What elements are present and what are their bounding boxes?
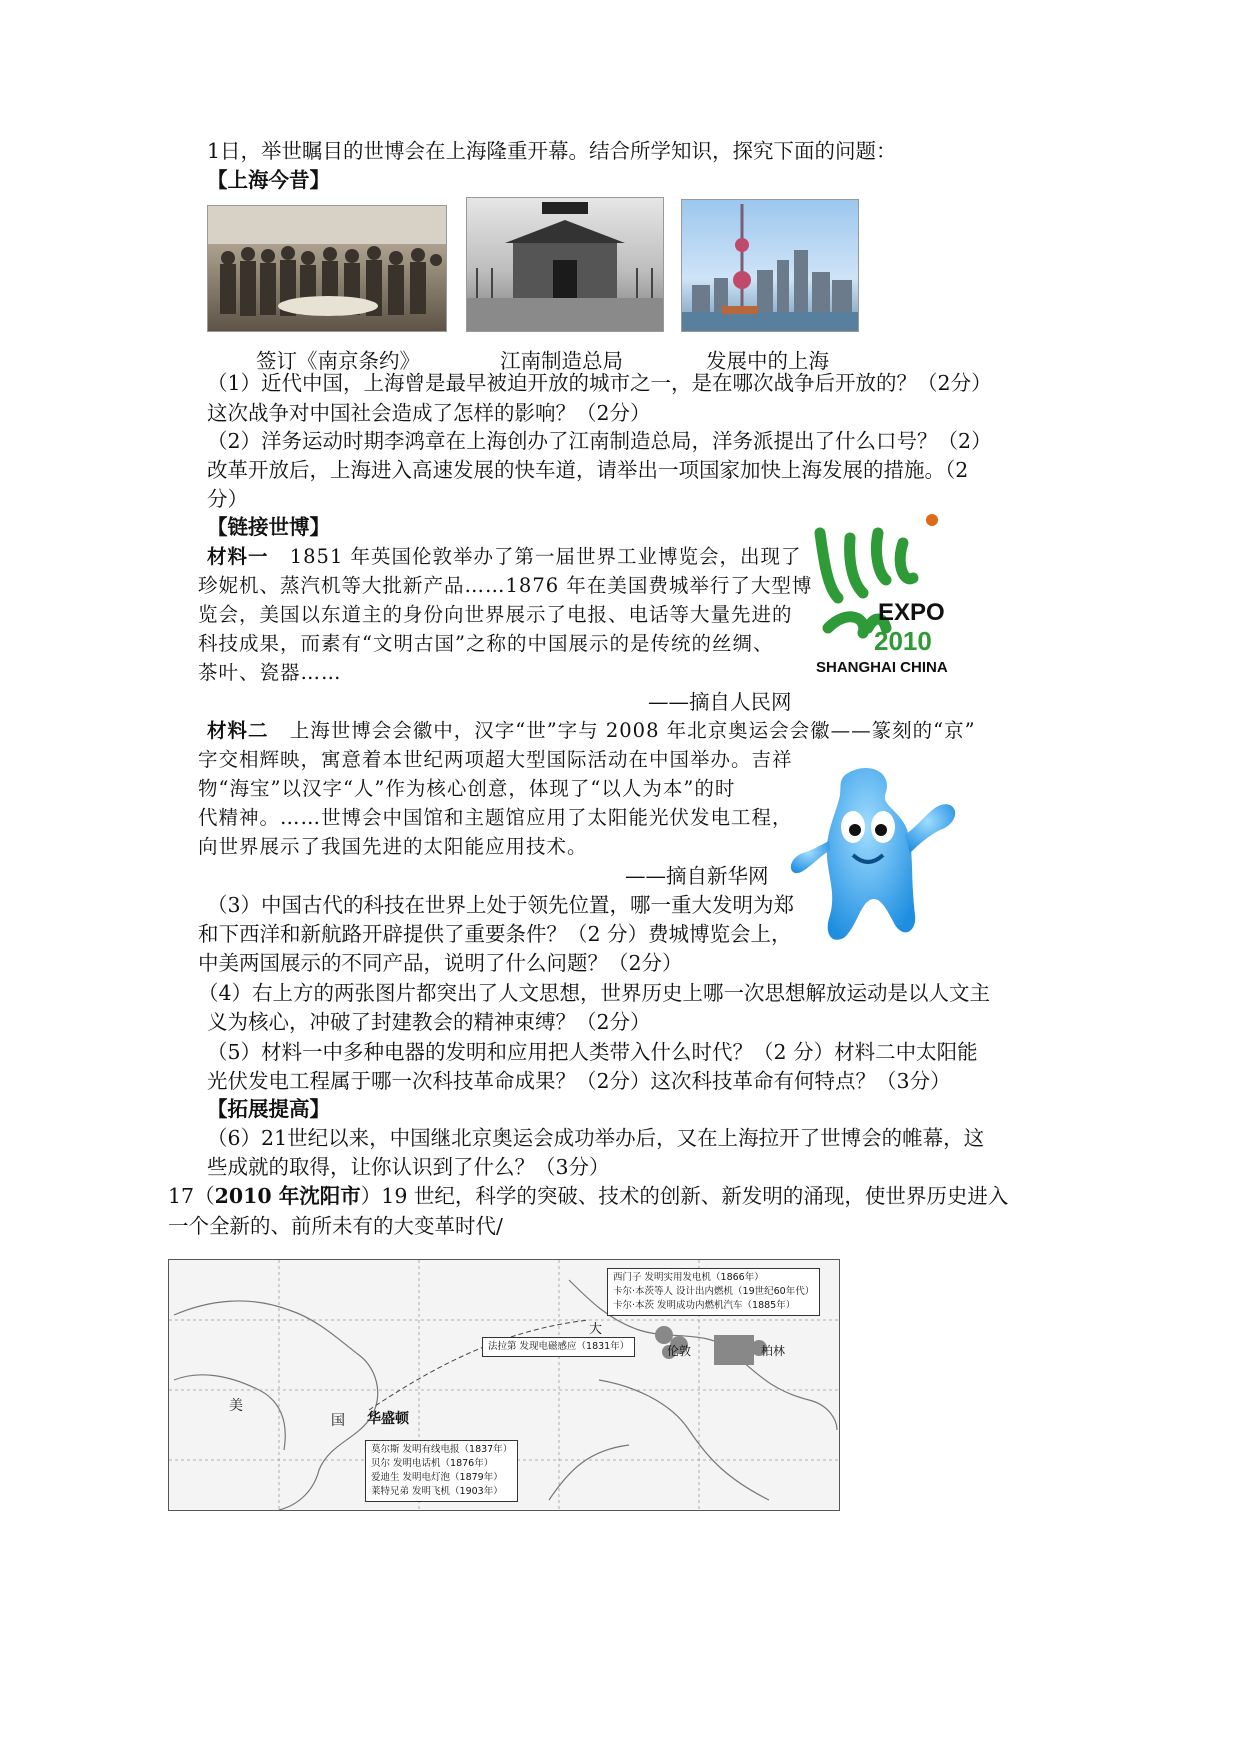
material1-line1 — [207, 547, 802, 567]
material2-line1 — [207, 721, 976, 741]
material1-line4: 科技成果，而素有“文明古国”之称的中国展示的是传统的丝绸、 — [198, 632, 774, 655]
material2-text1: 上海世博会会徽中，汉字“世”字与 2008 年北京奥运会会徽——篆刻的“京” — [289, 719, 976, 742]
question-1a: （1）近代中国，上海曾是最早被迫开放的城市之一，是在哪次战争后开放的？（2分） — [207, 371, 992, 395]
europe-invention-3: 卡尔·本茨 发明成功内燃机汽车（1885年） — [613, 1300, 796, 1311]
question-3c: 中美两国展示的不同产品，说明了什么问题？（2分） — [198, 951, 683, 975]
modern-shanghai-photo — [681, 199, 859, 332]
section-link-expo: 【链接世博】 — [207, 515, 330, 539]
europe-invention-1: 西门子 发明实用发电机（1866年） — [613, 1272, 764, 1283]
usa-invention-3: 爱迪生 发明电灯泡（1879年） — [371, 1472, 503, 1483]
photo-caption-2: 江南制造总局 — [500, 349, 623, 373]
map-label-berlin: 柏林 — [761, 1344, 786, 1358]
map-label-london: 伦敦 — [667, 1344, 692, 1358]
usa-invention-1: 莫尔斯 发明有线电报（1837年） — [371, 1444, 513, 1455]
material2-line2: 字交相辉映，寓意着本世纪两项超大型国际活动在中国举办。吉祥 — [198, 748, 793, 771]
photo-caption-1: 签订《南京条约》 — [256, 349, 420, 373]
material2-line5: 向世界展示了我国先进的太阳能应用技术。 — [198, 835, 588, 858]
nanjing-treaty-photo — [207, 205, 447, 332]
material1-line5: 茶叶、瓷器…… — [198, 661, 342, 684]
map-label-da: 大 — [589, 1322, 603, 1337]
question-4b: 义为核心，冲破了封建教会的精神束缚？（2分） — [207, 1010, 651, 1034]
material1-line3: 览会，美国以东道主的身份向世界展示了电报、电话等大量先进的 — [198, 603, 793, 626]
question-3a: （3）中国古代的科技在世界上处于领先位置，哪一重大发明为郑 — [207, 893, 795, 917]
material1-label: 材料一 — [207, 545, 269, 568]
q17-number: 17（ — [168, 1184, 215, 1208]
europe-invention-2: 卡尔·本茨等人 设计出内燃机（19世纪60年代） — [613, 1286, 815, 1297]
jiangnan-arsenal-photo — [466, 197, 664, 332]
question-3b: 和下西洋和新航路开辟提供了重要条件？（2 分）费城博览会上， — [198, 922, 792, 946]
usa-invention-4: 莱特兄弟 发明飞机（1903年） — [371, 1486, 503, 1497]
intro-line: 1日，举世瞩目的世博会在上海隆重开幕。结合所学知识，探究下面的问题： — [207, 139, 897, 163]
map-label-guo: 国 — [331, 1413, 345, 1429]
question-17a — [168, 1186, 1008, 1207]
question-2b: 改革开放后，上海进入高速发展的快车道，请举出一项国家加快上海发展的措施。（2 — [207, 458, 969, 482]
inventions-map — [168, 1259, 840, 1511]
material2-line3: 物“海宝”以汉字“人”作为核心创意，体现了“以人为本”的时 — [198, 777, 736, 800]
expo-2010-logo — [808, 508, 968, 683]
question-5a: （5）材料一中多种电器的发明和应用把人类带入什么时代？（2 分）材料二中太阳能 — [207, 1040, 978, 1064]
expo-logo-text: EXPO — [878, 599, 945, 626]
question-1b: 这次战争对中国社会造成了怎样的影响？（2分） — [207, 401, 651, 425]
q17-source: 2010 年沈阳市 — [214, 1184, 361, 1208]
photo-caption-3: 发展中的上海 — [706, 349, 829, 373]
q17-text: ）19 世纪，科学的突破、技术的创新、新发明的涌现，使世界历史进入 — [360, 1184, 1009, 1208]
material2-label: 材料二 — [207, 719, 269, 742]
usa-inventions-box — [365, 1440, 518, 1502]
material1-source: ——摘自人民网 — [648, 690, 792, 714]
material2-source: ——摘自新华网 — [625, 864, 769, 888]
faraday-box: 法拉第 发现电磁感应（1831年） — [482, 1337, 635, 1357]
expo-logo-year: 2010 — [874, 626, 932, 656]
map-label-usa: 美 — [229, 1398, 243, 1414]
question-2a: （2）洋务运动时期李鸿章在上海创办了江南制造总局，洋务派提出了什么口号？（2） — [207, 429, 992, 453]
section-past-present: 【上海今昔】 — [207, 168, 330, 192]
material2-line4: 代精神。……世博会中国馆和主题馆应用了太阳能光伏发电工程， — [198, 806, 793, 829]
question-2c: 分） — [207, 487, 248, 511]
usa-invention-2: 贝尔 发明电话机（1876年） — [371, 1458, 494, 1469]
material1-text1: 1851 年英国伦敦举办了第一届世界工业博览会，出现了 — [289, 545, 802, 568]
map-label-washington: 华盛顿 — [367, 1411, 409, 1427]
question-17b: 一个全新的、前所未有的大变革时代/ — [168, 1214, 503, 1238]
europe-inventions-box — [607, 1268, 820, 1316]
question-6a: （6）21世纪以来，中国继北京奥运会成功举办后，又在上海拉开了世博会的帷幕，这 — [207, 1126, 985, 1150]
haibao-mascot-image — [785, 765, 965, 945]
material1-line2: 珍妮机、蒸汽机等大批新产品……1876 年在美国费城举行了大型博 — [198, 574, 813, 597]
question-6b: 些成就的取得，让你认识到了什么？（3分） — [207, 1155, 610, 1179]
section-extend: 【拓展提高】 — [207, 1097, 330, 1121]
expo-logo-place: SHANGHAI CHINA — [816, 659, 948, 676]
question-5b: 光伏发电工程属于哪一次科技革命成果？（2分）这次科技革命有何特点？（3分） — [207, 1069, 951, 1093]
question-4a: （4）右上方的两张图片都突出了人文思想，世界历史上哪一次思想解放运动是以人文主 — [198, 981, 991, 1005]
